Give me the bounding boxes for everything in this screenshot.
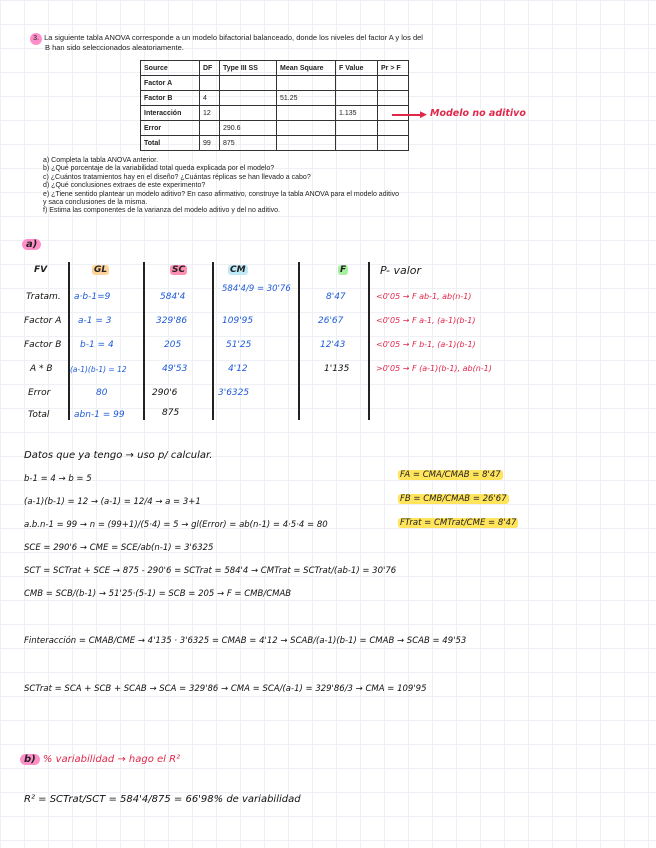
row-factorb-p: <0'05 → F b-1, (a-1)(b-1) <box>376 340 476 349</box>
table-cell <box>378 91 409 106</box>
col-divider <box>212 262 214 420</box>
row-tratam-p: <0'05 → F ab-1, ab(n-1) <box>376 292 472 301</box>
list-item: a) Completa la tabla ANOVA anterior. <box>43 157 159 164</box>
table-row <box>141 91 409 106</box>
row-factora-cm: 109'95 <box>222 316 254 326</box>
table-row <box>141 121 409 136</box>
table-row <box>141 106 409 121</box>
table-cell <box>336 76 378 91</box>
calc-line-3: a.b.n-1 = 99 → n = (99+1)/(5·4) = 5 → gl(Error) = ab(n-1) = 4·5·4 = 80 <box>24 520 328 530</box>
calc-line-5: SCT = SCTrat + SCE → 875 - 290'6 = SCTrat = 584'4 → CMTrat = SCTrat/(ab-1) = 30'76 <box>24 566 397 576</box>
table-cell <box>336 136 378 151</box>
arrow-head-icon: ▶ <box>420 109 427 119</box>
row-error-gl: 80 <box>96 388 108 398</box>
header-source: Source <box>141 61 200 76</box>
hw-header-gl <box>92 265 109 275</box>
section-b-header <box>20 754 180 765</box>
table-cell <box>220 106 277 121</box>
row-ab-gl: (a-1)(b-1) = 12 <box>70 365 127 374</box>
section-a-bubble: a) <box>22 239 41 250</box>
calc-line-7: Finteracción = CMAB/CME → 4'135 · 3'6325 = CMAB = 4'12 → SCAB/(a-1)(b-1) = CMAB → SCAB = 49'53 <box>24 636 467 646</box>
row-total-sc: 875 <box>162 408 180 418</box>
row-factorb-f: 12'43 <box>320 340 346 350</box>
hw-header-p: P- valor <box>380 264 422 277</box>
calc-line-6: CMB = SCB/(b-1) → 51'25·(5-1) = SCB = 205 → F = CMB/CMAB <box>24 589 292 599</box>
formula-fa-text: FA = CMA/CMAB = 8'47 <box>400 470 501 480</box>
table-cell <box>200 76 220 91</box>
formula-ftrat-text: FTrat = CMTrat/CME = 8'47 <box>400 518 517 528</box>
row-ab-fv: A * B <box>30 364 53 374</box>
question-number: 3. <box>30 33 42 45</box>
table-cell <box>277 76 336 91</box>
row-total-gl: abn-1 = 99 <box>74 410 125 420</box>
header-df: DF <box>200 61 220 76</box>
table-cell <box>378 121 409 136</box>
col-divider <box>68 262 70 420</box>
row-factorb-gl: b-1 = 4 <box>80 340 114 350</box>
table-cell <box>277 136 336 151</box>
non-additive-annotation: Modelo no aditivo <box>430 108 526 119</box>
table-cell <box>378 106 409 121</box>
anova-header-row <box>141 61 409 76</box>
row-ab-f: 1'135 <box>324 364 350 374</box>
col-divider <box>298 262 300 420</box>
row-factora-sc: 329'86 <box>156 316 188 326</box>
formula-fb <box>398 494 509 504</box>
row-factora-p: <0'05 → F a-1, (a-1)(b-1) <box>376 316 476 325</box>
formula-fb-text: FB = CMB/CMAB = 26'67 <box>400 494 507 504</box>
formula-fa <box>398 470 503 480</box>
row-factora-f: 26'67 <box>318 316 344 326</box>
r-squared-formula: R² = SCTrat/SCT = 584'4/875 = 66'98% de variabilidad <box>24 794 301 805</box>
table-cell: Total <box>141 136 200 151</box>
table-cell <box>277 106 336 121</box>
row-factora-fv: Factor A <box>24 316 62 326</box>
calc-line-8: SCTrat = SCA + SCB + SCAB → SCA = 329'86 → CMA = SCA/(a-1) = 329'86/3 → CMA = 109'95 <box>24 684 427 694</box>
row-error-cm: 3'6325 <box>218 388 250 398</box>
col-divider <box>368 262 370 420</box>
table-cell <box>220 76 277 91</box>
table-cell: 290.6 <box>220 121 277 136</box>
row-ab-p: >0'05 → F (a-1)(b-1), ab(n-1) <box>376 364 492 373</box>
table-cell: Factor A <box>141 76 200 91</box>
table-cell: 4 <box>200 91 220 106</box>
row-factorb-sc: 205 <box>164 340 182 350</box>
section-b-bubble: b) <box>20 754 40 765</box>
header-f: F Value <box>336 61 378 76</box>
row-factorb-fv: Factor B <box>24 340 62 350</box>
list-item: b) ¿Qué porcentaje de la variabilidad total queda explicada por el modelo? <box>43 165 275 173</box>
table-cell: Interacción <box>141 106 200 121</box>
table-cell: Factor B <box>141 91 200 106</box>
hw-header-fv: FV <box>34 265 48 275</box>
header-pr: Pr > F <box>378 61 409 76</box>
table-row <box>141 136 409 151</box>
list-item: e) ¿Tiene sentido plantear un modelo aditivo? En caso afirmativo, construye la tabla ANOVA para el modelo aditivo <box>43 190 400 198</box>
row-ab-cm: 4'12 <box>228 364 248 374</box>
table-cell: 12 <box>200 106 220 121</box>
table-cell <box>336 121 378 136</box>
list-item: c) ¿Cuántos tratamientos hay en el diseño? ¿Cuántas réplicas se han llevado a cabo? <box>43 173 311 181</box>
table-cell <box>336 91 378 106</box>
row-total-fv: Total <box>28 410 50 420</box>
row-factora-gl: a-1 = 3 <box>78 316 112 326</box>
hw-header-f <box>338 265 348 275</box>
section-b-title: % variabilidad → hago el R² <box>42 754 181 765</box>
list-item: d) ¿Qué conclusiones extraes de este experimento? <box>43 182 206 190</box>
table-cell: 99 <box>200 136 220 151</box>
table-cell <box>378 76 409 91</box>
hw-header-sc <box>170 265 187 275</box>
row-tratam-sc: 584'4 <box>160 292 186 302</box>
row-error-sc: 290'6 <box>152 388 178 398</box>
calc-line-1: b-1 = 4 → b = 5 <box>24 474 92 484</box>
table-cell: 1.135 <box>336 106 378 121</box>
hw-header-cm <box>228 265 248 275</box>
row-tratam-f: 8'47 <box>326 292 346 302</box>
row-ab-sc: 49'53 <box>162 364 188 374</box>
sc-label: SC <box>172 265 186 275</box>
problem-line-1: La siguiente tabla ANOVA corresponde a un modelo bifactorial balanceado, donde los niveles del factor A y los del <box>44 33 423 42</box>
table-cell <box>277 121 336 136</box>
gl-label: GL <box>94 265 108 275</box>
formula-ftrat <box>398 518 518 528</box>
cm-label: CM <box>230 265 246 275</box>
table-cell: 875 <box>220 136 277 151</box>
col-divider <box>143 262 145 420</box>
table-cell <box>200 121 220 136</box>
table-cell: Error <box>141 121 200 136</box>
table-row <box>141 76 409 91</box>
header-ms: Mean Square <box>277 61 336 76</box>
row-factorb-cm: 51'25 <box>226 340 252 350</box>
list-item: y saca conclusiones de la misma. <box>43 199 148 207</box>
calc-line-4: SCE = 290'6 → CME = SCE/ab(n-1) = 3'6325 <box>24 543 214 553</box>
table-cell <box>220 91 277 106</box>
calc-intro: Datos que ya tengo → uso p/ calcular. <box>24 450 213 461</box>
question-list <box>43 157 399 216</box>
problem-line-2: B han sido seleccionados aleatoriamente. <box>45 43 184 52</box>
f-label: F <box>340 265 347 275</box>
row-tratam-cm: 584'4/9 = 30'76 <box>222 284 291 294</box>
section-a-label <box>22 239 41 250</box>
row-tratam-fv: Tratam. <box>26 292 61 302</box>
table-cell <box>378 136 409 151</box>
anova-table <box>140 60 409 151</box>
list-item: f) Estima las componentes de la varianza del modelo aditivo y del no aditivo. <box>43 207 280 215</box>
row-tratam-gl: a·b-1=9 <box>74 292 111 302</box>
table-cell: 51.25 <box>277 91 336 106</box>
calc-line-2: (a-1)(b-1) = 12 → (a-1) = 12/4 → a = 3+1 <box>24 497 201 507</box>
header-ss: Type III SS <box>220 61 277 76</box>
row-error-fv: Error <box>28 388 51 398</box>
